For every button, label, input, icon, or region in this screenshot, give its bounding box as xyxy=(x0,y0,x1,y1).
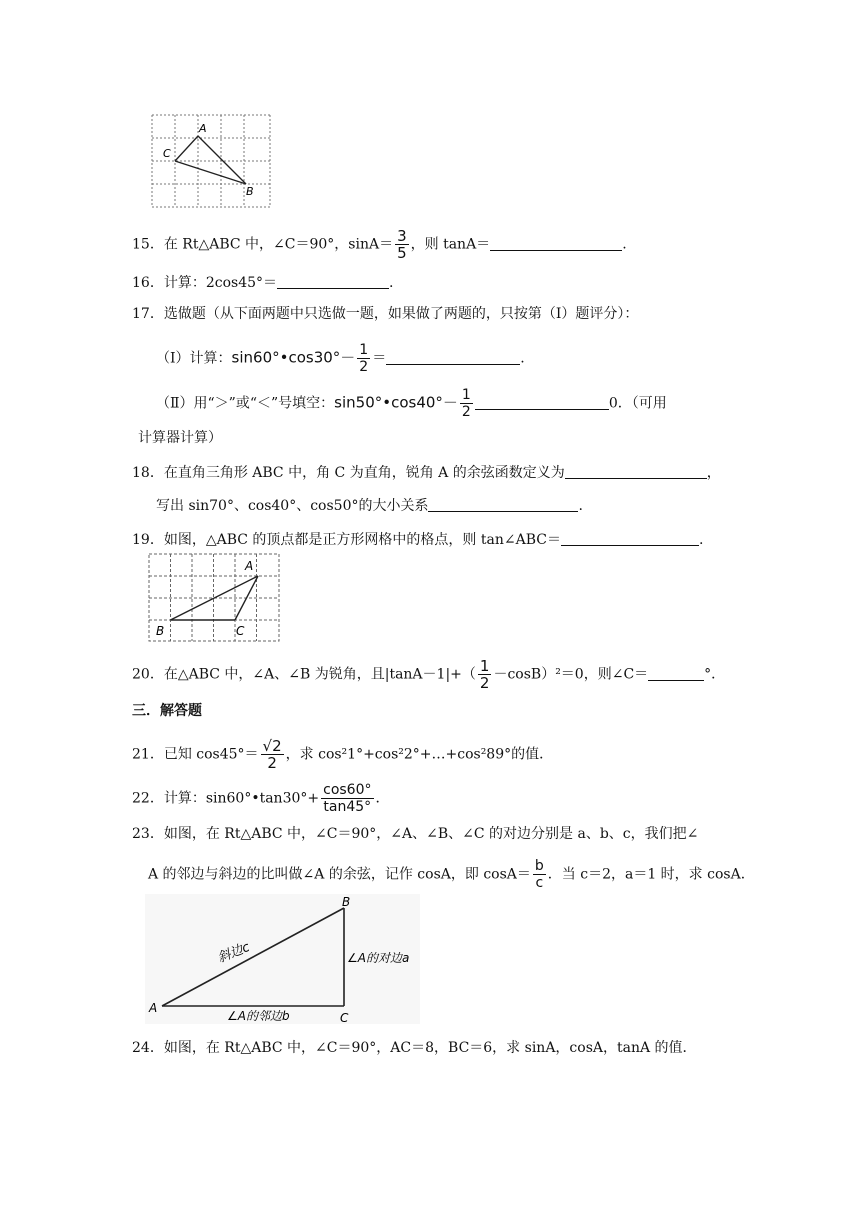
fig23-adjacent-label: ∠A的邻边b xyxy=(227,1009,290,1023)
question-text: 写出 sin70°、cos40°、cos50°的大小关系 xyxy=(156,498,429,514)
question-22 xyxy=(132,782,390,815)
fraction-denominator: tan45° xyxy=(323,799,372,815)
question-number: 23． xyxy=(132,826,164,842)
fig23-label-c: C xyxy=(340,1011,349,1024)
fig19-label-a: A xyxy=(245,559,254,573)
question-16: 16．计算：2cos45°＝ . xyxy=(132,275,394,291)
question-text: 计算：sin60°•tan30°+ xyxy=(163,790,320,807)
question-text: 在△ABC 中，∠A、∠B 为锐角，且|tanA－1|+（ xyxy=(163,666,476,683)
question-number: 16． xyxy=(132,275,164,291)
question-number: 17． xyxy=(132,306,164,322)
answer-blank[interactable] xyxy=(561,531,699,546)
fraction-numerator: 1 xyxy=(359,342,369,358)
question-text: 在 Rt△ABC 中，∠C＝90°，sinA＝ xyxy=(163,236,394,253)
question-text: 0．（可用 xyxy=(608,395,667,412)
answer-blank[interactable] xyxy=(277,274,389,289)
fig23-label-a: A xyxy=(149,1001,158,1015)
question-text: ． xyxy=(375,790,390,807)
fraction-numerator: 1 xyxy=(479,657,490,675)
expression: sin60°•cos30°－ xyxy=(231,348,356,367)
section-heading: 三．解答题 xyxy=(132,703,202,719)
question-21 xyxy=(132,738,553,771)
fraction-numerator: 1 xyxy=(461,387,471,403)
question-text: 计算器计算） xyxy=(138,430,222,446)
fraction-denominator: 2 xyxy=(479,674,490,692)
answer-blank[interactable] xyxy=(648,666,704,681)
equals: ＝ xyxy=(372,350,387,367)
question-number: 15． xyxy=(132,236,164,253)
question-24 xyxy=(132,1038,697,1058)
question-17 xyxy=(132,304,638,324)
question-number: 19． xyxy=(132,532,164,548)
grid-figure-q14 xyxy=(150,113,272,209)
fraction xyxy=(261,738,284,771)
question-23 xyxy=(132,824,698,844)
fig23-label-b: B xyxy=(342,895,351,909)
fraction xyxy=(478,658,492,691)
expression: sin50°•cos40°－ xyxy=(334,393,458,412)
question-20 xyxy=(132,658,725,691)
question-text: ，则 tanA＝ xyxy=(410,236,491,253)
question-17-part-1: （Ⅰ）计算：sin60°•cos30°－ $\frac{1}{2}$ ＝ . xyxy=(156,342,525,375)
answer-blank[interactable] xyxy=(428,497,578,512)
fraction xyxy=(533,858,546,891)
fraction-denominator: 5 xyxy=(397,244,407,262)
fraction xyxy=(395,228,409,261)
fig14-label-a: A xyxy=(199,122,207,135)
question-number: 21． xyxy=(132,746,164,763)
answer-blank[interactable] xyxy=(490,236,622,251)
question-number: 18． xyxy=(132,465,164,481)
question-text: 如图，在 Rt△ABC 中，∠C＝90°，∠A、∠B、∠C 的对边分别是 a、b、c，我们把∠ xyxy=(163,826,699,842)
question-text: ，求 cos²1°+cos²2°+…+cos²89°的值． xyxy=(285,746,554,763)
fraction xyxy=(357,342,370,375)
fraction-numerator: √2 xyxy=(262,737,282,755)
question-18-line-2: 写出 sin70°、cos40°、cos50°的大小关系 . xyxy=(156,498,583,514)
question-text: 如图，在 Rt△ABC 中，∠C＝90°，AC＝8，BC＝6，求 sinA，cosA，tanA 的值． xyxy=(163,1040,697,1056)
fig19-label-b: B xyxy=(156,624,165,638)
grid-figure-q19 xyxy=(148,553,282,643)
question-text: 选做题（从下面两题中只选做一题，如果做了两题的，只按第（I）题评分）： xyxy=(163,306,639,322)
part-label: （Ⅱ）用“＞”或“＜”号填空： xyxy=(156,395,335,412)
question-text: A 的邻边与斜边的比叫做∠A 的余弦，记作 cosA，即 cosA＝ xyxy=(148,866,531,883)
question-number: 20． xyxy=(132,666,164,683)
fraction-denominator: 2 xyxy=(461,404,471,420)
question-17-part-2 xyxy=(156,387,667,420)
question-18 xyxy=(132,463,721,483)
question-17-continuation xyxy=(138,428,222,448)
fraction-denominator: c xyxy=(535,875,544,891)
question-text: 在直角三角形 ABC 中，角 C 为直角，锐角 A 的余弦函数定义为 xyxy=(163,465,565,481)
question-number: 24． xyxy=(132,1040,164,1056)
answer-blank[interactable] xyxy=(475,395,609,410)
fraction-numerator: 3 xyxy=(397,227,407,245)
fraction-numerator: b xyxy=(534,858,544,874)
question-number: 22． xyxy=(132,790,164,807)
triangle-figure-q23 xyxy=(145,894,420,1024)
question-text: 已知 cos45°＝ xyxy=(163,746,259,763)
question-text: °． xyxy=(704,666,726,683)
question-text: －cosB）²＝0，则∠C＝ xyxy=(493,666,649,683)
question-19: 19．如图，△ABC 的顶点都是正方形网格中的格点，则 tan∠ABC＝ . xyxy=(132,532,704,548)
fraction-numerator: cos60° xyxy=(323,782,372,798)
question-text: 如图，△ABC 的顶点都是正方形网格中的格点，则 tan∠ABC＝ xyxy=(163,532,561,548)
punctuation: ， xyxy=(706,465,721,481)
fig14-label-c: C xyxy=(163,147,171,160)
fig19-label-c: C xyxy=(236,624,245,638)
answer-blank[interactable] xyxy=(565,464,707,479)
question-text: ．当 c＝2，a＝1 时，求 cosA． xyxy=(547,866,755,883)
fraction-denominator: 2 xyxy=(359,359,369,375)
fraction xyxy=(460,387,473,420)
fig14-label-b: B xyxy=(246,185,254,198)
fraction xyxy=(321,782,373,815)
question-23-line-2 xyxy=(148,858,755,891)
fig23-hypotenuse-label: 斜边c xyxy=(215,939,253,967)
part-label: （Ⅰ）计算： xyxy=(156,350,232,367)
question-text: 计算：2cos45°＝ xyxy=(163,275,278,291)
fraction-denominator: 2 xyxy=(267,754,277,772)
answer-blank[interactable] xyxy=(386,350,520,365)
question-15: 15．在 Rt△ABC 中，∠C＝90°，sinA＝ $\frac{3}{5}$ ，则 tanA＝ . xyxy=(132,227,627,262)
fig23-opposite-label: ∠A的对边a xyxy=(347,951,410,965)
